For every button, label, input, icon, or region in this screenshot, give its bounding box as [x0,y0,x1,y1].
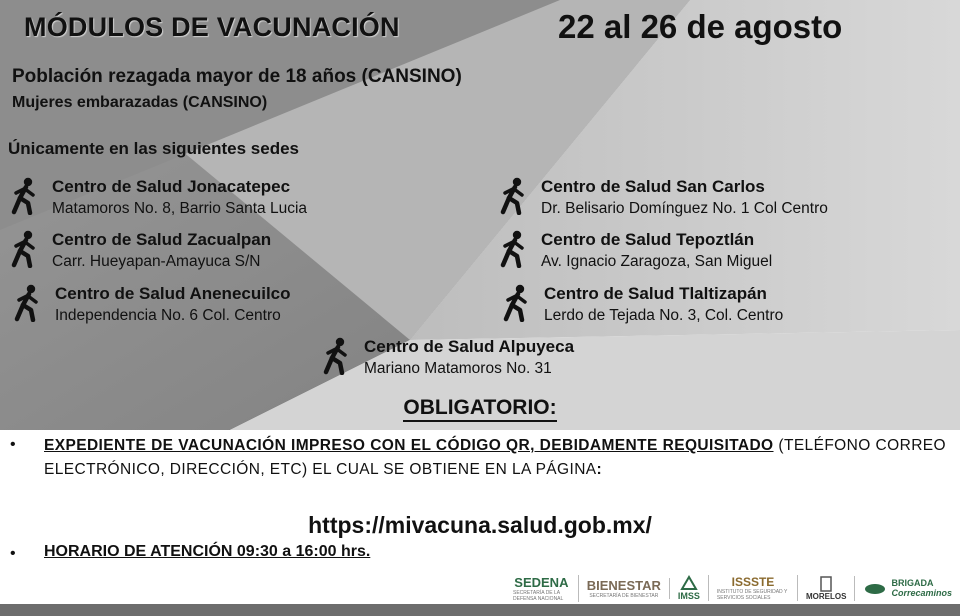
requirement-rest: (TELÉFONO CORREO ELECTRÓNICO, DIRECCIÓN, ETC) EL CUAL SE OBTIENE EN LA PÁGINA [44,437,946,478]
site-address: Carr. Hueyapan-Amayuca S/N [52,253,261,270]
site-address: Independencia No. 6 Col. Centro [55,307,281,324]
issste-logo: ISSSTE INSTITUTO DE SEGURIDAD Y SERVICIOS SOCIALES [709,575,798,601]
walking-person-icon [318,337,352,375]
bottom-bar [0,604,960,616]
requirement-bold: EXPEDIENTE DE VACUNACIÓN IMPRESO CON EL CÓDIGO QR, DEBIDAMENTE REQUISITADO [44,437,774,454]
walking-person-icon [6,177,40,215]
site-name: Centro de Salud Tlaltizapán [544,284,767,303]
vaccine-url[interactable]: https://mivacuna.salud.gob.mx/ [308,512,652,538]
logo-strip [505,568,960,608]
site-address: Mariano Matamoros No. 31 [364,360,552,377]
requirement-text [44,434,946,482]
walking-person-icon [6,230,40,268]
site-address: Matamoros No. 8, Barrio Santa Lucia [52,200,308,217]
walking-person-icon [498,284,532,322]
population-line-2: Mujeres embarazadas (CANSINO) [12,94,268,111]
obligatorio-text: OBLIGATORIO: [403,396,556,422]
bullet: • [10,545,16,562]
site-name: Centro de Salud Zacualpan [52,230,272,249]
site-address: Av. Ignacio Zaragoza, San Miguel [541,253,773,270]
morelos-emblem-icon [819,576,833,592]
site-name: Centro de Salud Alpuyeca [364,337,575,356]
page-title: MÓDULOS DE VACUNACIÓN [24,12,400,42]
site-address: Lerdo de Tejada No. 3, Col. Centro [544,307,784,324]
sedena-logo: SEDENA SECRETARÍA DE LA DEFENSA NACIONAL [505,575,579,602]
site-name: Centro de Salud Anenecuilco [55,284,291,303]
walking-person-icon [495,230,529,268]
date-range: 22 al 26 de agosto [558,8,843,45]
opening-hours: HORARIO DE ATENCIÓN 09:30 a 16:00 hrs. [44,543,371,560]
bullet: • [10,436,16,453]
roadrunner-icon [863,580,887,596]
site-name: Centro de Salud Jonacatepec [52,177,291,196]
morelos-logo: MORELOS [798,576,855,601]
brigada-logo: BRIGADA Correcaminos [855,578,960,598]
requirement-colon: : [596,461,603,478]
walking-person-icon [9,284,43,322]
sedes-heading: Únicamente en las siguientes sedes [8,139,300,158]
population-line-1: Población rezagada mayor de 18 años (CANSINO) [12,66,462,87]
obligatorio-heading [0,396,960,420]
site-address: Dr. Belisario Domínguez No. 1 Col Centro [541,200,828,217]
walking-person-icon [495,177,529,215]
imss-logo: IMSS [670,575,709,601]
imss-emblem-icon [680,575,698,591]
site-name: Centro de Salud San Carlos [541,177,765,196]
site-name: Centro de Salud Tepoztlán [541,230,755,249]
bienestar-logo: BIENESTAR SECRETARÍA DE BIENESTAR [579,578,670,599]
